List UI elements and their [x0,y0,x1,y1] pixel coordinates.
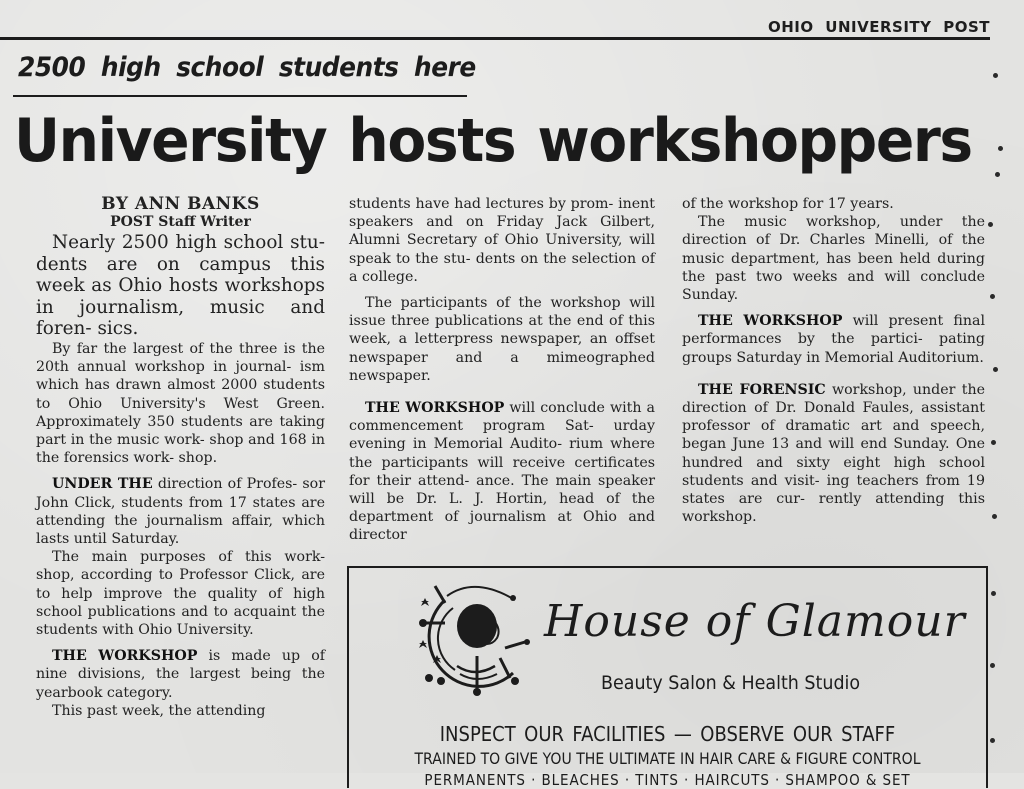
paragraph: THE WORKSHOP will conclude with a commencement program Sat- urday evening in Memorial Audito- rium where the participants will receive certificates for their attend- ance. The main speaker will be Dr. L. J. Hortin, head of the department of journalism at Ohio and director [349,400,655,544]
paragraph: By far the largest of the three is the 20th annual workshop in journal- ism which has drawn almost 2000 students to Ohio University's West Green. Approximately 350 students are taking part in the music work- shop and 168 in the forensics work- shop. [36,340,325,467]
ink-speck [988,222,993,227]
ad-brand-title: House of Glamour [544,596,966,647]
ad-services-cutoff: PERMANENTS · BLEACHES · TINTS · HAIRCUTS · SHAMPOO & SET [424,771,911,789]
ad-subtitle: Beauty Salon & Health Studio [601,672,861,694]
paragraph: THE FORENSIC workshop, under the direction of Dr. Donald Faules, assistant professor of dramatic art and speech, began June 13 and will end Sunday. One hundred and sixty eight high school students and visit- ing teachers from 19 states are cur- rently attending this workshop. [682,381,985,526]
ink-speck [992,514,997,519]
paragraph-continued: students have had lectures by prom- inent speakers and on Friday Jack Gilbert, Alumni Secretary of Ohio University, will speak to the stu- dents on the selection of a college. [349,196,655,285]
ink-speck [993,367,998,372]
ink-speck [991,591,996,596]
paragraph: UNDER THE direction of Profes- sor John Click, students from 17 states are attending the journalism affair, which lasts until Saturday. [36,476,325,547]
top-rule-divider [0,37,990,40]
ad-tagline: INSPECT OUR FACILITIES — OBSERVE OUR STAFF [439,722,896,746]
ink-speck [993,73,998,78]
paragraph-lead-in: THE WORKSHOP [365,400,505,417]
article-column-2 [349,195,655,545]
ink-speck [990,738,995,743]
paragraph: The main purposes of this work- shop, according to Professor Click, are to help improve the quality of high school publications and to acquaint the students with Ohio University. [36,549,325,639]
paragraph-lead-in: UNDER THE [52,476,153,493]
ad-description: TRAINED TO GIVE YOU THE ULTIMATE IN HAIR CARE & FIGURE CONTROL [414,750,921,768]
paragraph-lead-in: THE WORKSHOP [698,313,843,330]
kicker-underline [13,95,467,97]
ink-speck [990,663,995,668]
paragraph: The participants of the workshop will issue three publications at the end of this week, a letterpress newspaper, an offset newspaper and a mimeographed newspaper. [349,295,655,384]
paragraph-continued: of the workshop for 17 years. [682,196,894,212]
main-headline: University hosts workshoppers [14,106,972,176]
ink-speck [990,294,995,299]
paragraph: The music workshop, under the direction of Dr. Charles Minelli, of the music department, has been held during the past two weeks and will conclude Sunday. [682,214,985,304]
ink-speck [991,440,996,445]
article-column-3 [682,195,985,526]
ink-speck [998,146,1003,151]
advertisement-house-of-glamour [347,566,988,788]
paragraph: This past week, the attending [52,702,266,719]
paragraph-lead-in: THE WORKSHOP [52,648,198,665]
ink-speck [995,172,1000,177]
paragraph: THE WORKSHOP will present final performances by the partici- pating groups Saturday in Memorial Auditorium. [682,313,985,366]
lead-paragraph: Nearly 2500 high school stu- dents are on campus this week as Ohio hosts workshops in journalism, music and foren- sics. [36,232,325,340]
woman-profile-starburst-icon [415,578,535,696]
paragraph: THE WORKSHOP is made up of nine divisions, the largest being the yearbook category. [36,648,325,701]
paragraph-lead-in: THE FORENSIC [698,381,826,398]
byline-author: BY ANN BANKS [101,194,260,214]
masthead: OHIO UNIVERSITY POST [767,18,990,36]
article-column-1 [36,195,325,720]
byline-title: POST Staff Writer [110,214,251,230]
kicker-headline: 2500 high school students here [18,52,476,83]
